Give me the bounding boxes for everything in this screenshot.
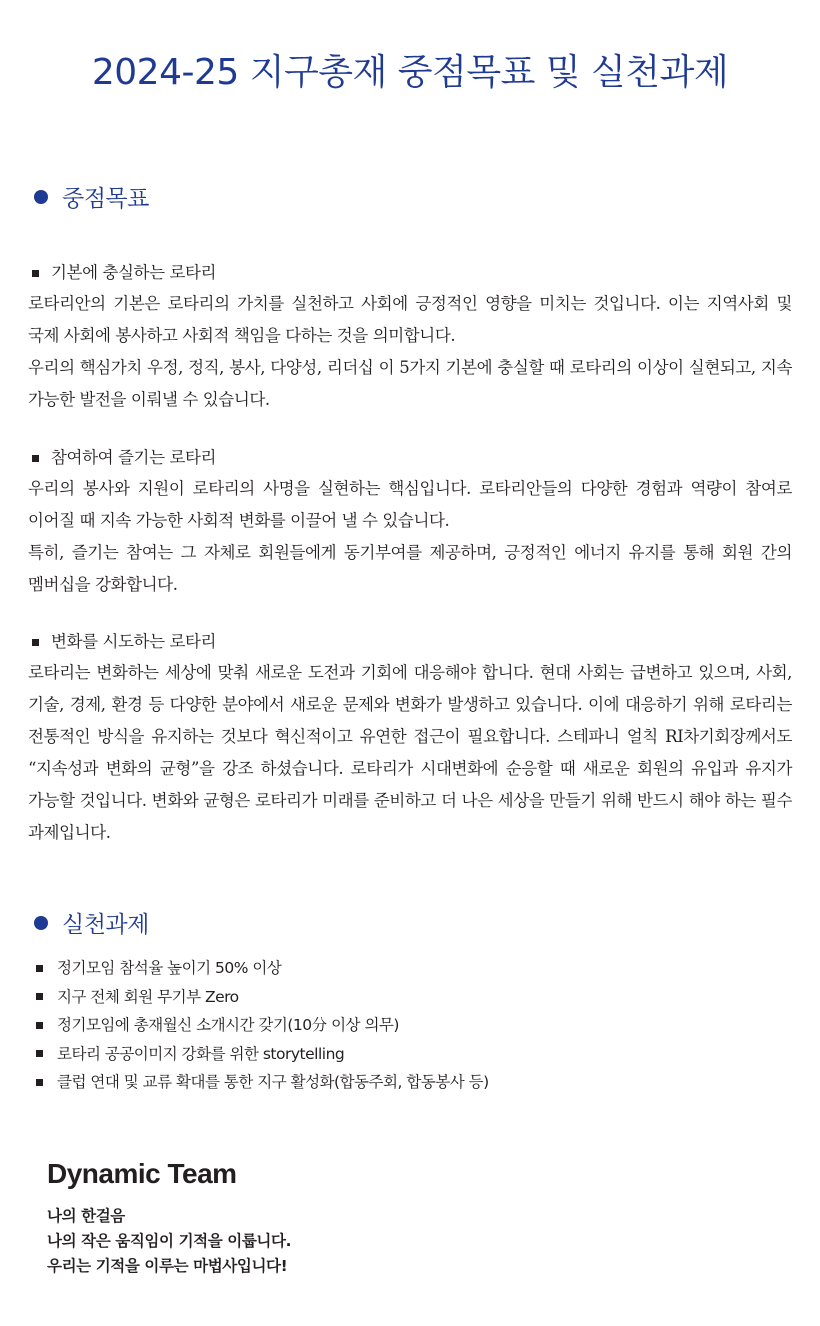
goal-block-change [28,629,792,849]
goal-paragraph: 우리의 봉사와 지원이 로타리의 사명을 실현하는 핵심입니다. 로타리안들의 다양한 경험과 역량이 참여로 이어질 때 지속 가능한 사회적 변화를 이끌어 낼 수 있습니다. [28,479,792,530]
list-item: 클럽 연대 및 교류 확대를 통한 지구 활성화(합동주회, 합동봉사 등) [36,1068,489,1097]
list-item: 로타리 공공이미지 강화를 위한 storytelling [36,1040,489,1069]
square-bullet-icon [36,993,43,1000]
square-bullet-icon [36,1079,43,1086]
list-item: 정기모임에 총재월신 소개시간 갖기(10分 이상 의무) [36,1011,489,1040]
page-title: 2024-25 지구총재 중점목표 및 실천과제 [91,52,729,93]
square-bullet-icon [32,639,39,646]
square-bullet-icon [32,455,39,462]
list-item: 지구 전체 회원 무기부 Zero [36,983,489,1012]
goal-title: 참여하여 즐기는 로타리 [28,445,792,471]
goal-paragraph: 특히, 즐기는 참여는 그 자체로 회원들에게 동기부여를 제공하며, 긍정적인 에너지 유지를 통해 회원 간의 멤버십을 강화합니다. [28,543,792,594]
square-bullet-icon [36,965,43,972]
section-heading-focus-goals [34,180,149,213]
goal-title: 기본에 충실하는 로타리 [28,260,792,286]
section-heading-label: 중점목표 [62,186,149,212]
list-item: 정기모임 참석율 높이기 50% 이상 [36,954,489,983]
goal-paragraph: 로타리안의 기본은 로타리의 가치를 실천하고 사회에 긍정적인 영향을 미치는 것입니다. 이는 지역사회 및 국제 사회에 봉사하고 사회적 책임을 다하는 것을 의미합니다. [28,294,792,345]
bullet-dot-icon [34,916,48,930]
goal-paragraph: 로타리는 변화하는 세상에 맞춰 새로운 도전과 기회에 대응해야 합니다. 현대 사회는 급변하고 있으며, 사회, 기술, 경제, 환경 등 다양한 분야에서 새로운 문제와 변화가 발생하고 있습니다. 이에 대응하기 위해 로타리는 전통적인 방식을 유지하는 것보다 혁신적이고 유연한 접근이 필요합니다. 스테파니 얼칙 RI차기회장께서도 “지속성과 변화의 균형”을 강조 하셨습니다. 로타리가 시대변화에 순응할 때 새로운 회원의 유입과 유지가 가능할 것입니다. 변화와 균형은 로타리가 미래를 준비하고 더 나은 세상을 만들기 위해 반드시 해야 하는 필수 과제입니다. [28,663,792,842]
square-bullet-icon [36,1022,43,1029]
square-bullet-icon [32,270,39,277]
goal-block-basics [28,260,792,416]
goal-title: 변화를 시도하는 로타리 [28,629,792,655]
goal-paragraph: 우리의 핵심가치 우정, 정직, 봉사, 다양성, 리더십 이 5가지 기본에 충실할 때 로타리의 이상이 실현되고, 지속 가능한 발전을 이뤄낼 수 있습니다. [28,358,792,409]
team-block [47,1158,291,1279]
team-line: 나의 작은 움직임이 기적을 이룹니다. [47,1232,292,1250]
section-heading-action-tasks [34,906,149,939]
action-task-list [36,954,489,1097]
team-title: Dynamic Team [47,1158,237,1189]
section-heading-label: 실천과제 [62,912,149,938]
bullet-dot-icon [34,190,48,204]
team-line: 우리는 기적을 이루는 마법사입니다! [47,1257,288,1275]
goal-block-participation [28,445,792,601]
team-line: 나의 한걸음 [47,1207,125,1225]
square-bullet-icon [36,1050,43,1057]
